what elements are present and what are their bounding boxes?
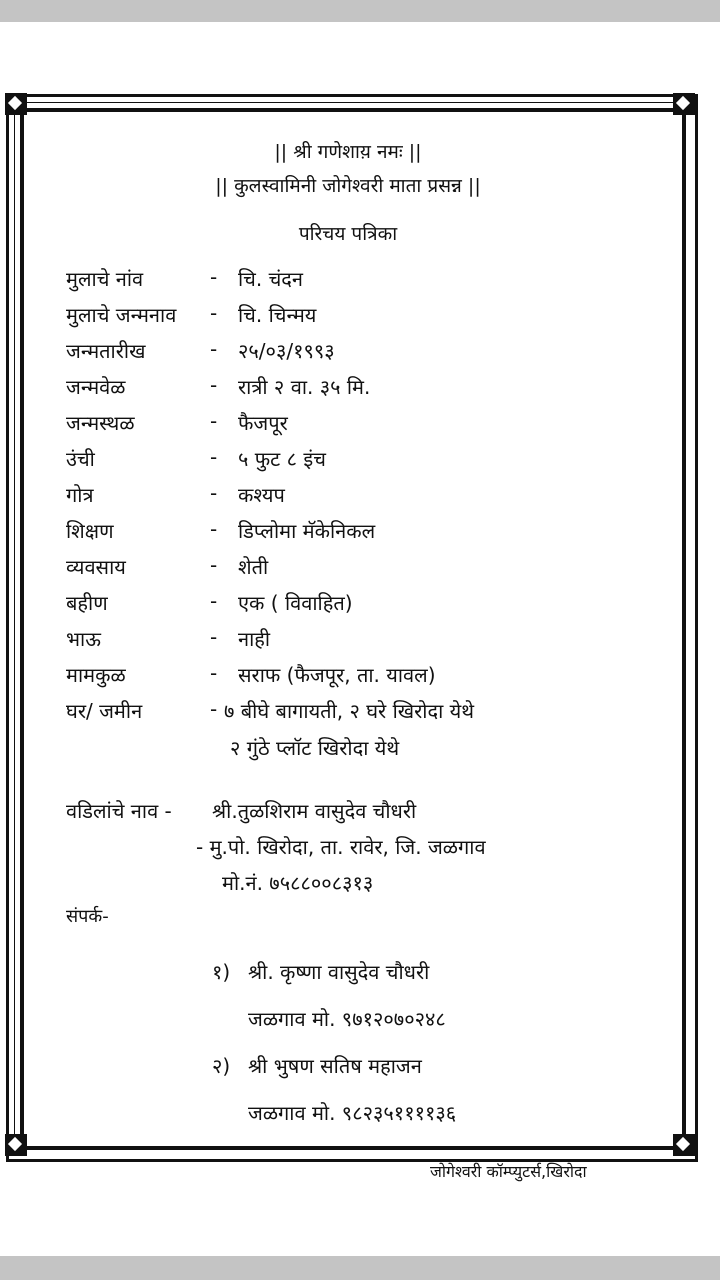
- field-separator: -: [210, 265, 218, 289]
- contact-detail: जळगाव मो. ९८२३५११११३६: [248, 1101, 457, 1125]
- field-value: शेती: [238, 555, 269, 579]
- bottom-nav-bar: [0, 1256, 720, 1280]
- contact-name: श्री. कृष्णा वासुदेव चौधरी: [248, 960, 430, 984]
- contact-label: संपर्क-: [66, 906, 109, 927]
- field-value: रात्री २ वा. ३५ मि.: [238, 375, 371, 399]
- corner-ornament-icon: [5, 1134, 27, 1156]
- father-label: वडिलांचे नाव -: [66, 799, 172, 823]
- contact-number: १): [212, 960, 231, 984]
- field-value: डिप्लोमा मॅकेनिकल: [238, 519, 376, 543]
- field-value: ५ फुट ८ इंच: [238, 447, 326, 471]
- deity-line: || कुलस्वामिनी जोगेश्वरी माता प्रसन्न ||: [215, 175, 481, 197]
- field-value: चि. चिन्मय: [238, 303, 317, 327]
- field-label: व्यवसाय: [66, 555, 126, 579]
- corner-ornament-icon: [5, 93, 27, 115]
- corner-ornament-icon: [673, 1134, 695, 1156]
- field-separator: -: [210, 445, 218, 469]
- field-label: जन्मवेळ: [66, 375, 126, 399]
- invocation-line: || श्री गणेशाय़ नमः ||: [274, 141, 422, 163]
- field-value: फैजपूर: [238, 411, 288, 435]
- field-label: बहीण: [66, 591, 108, 615]
- contact-number: २): [212, 1054, 231, 1078]
- field-separator: -: [210, 409, 218, 433]
- field-separator: -: [210, 373, 218, 397]
- field-value: कश्यप: [238, 483, 285, 507]
- top-status-bar: [0, 0, 720, 22]
- field-value: २५/०३/१९९३: [238, 339, 335, 363]
- field-separator: -: [210, 553, 218, 577]
- field-label: जन्मतारीख: [66, 339, 146, 363]
- contact-detail: जळगाव मो. ९७१२०७०२४८: [248, 1007, 446, 1031]
- father-address: - मु.पो. खिरोदा, ता. रावेर, जि. जळगाव: [196, 835, 486, 859]
- field-value: एक ( विवाहित): [238, 591, 353, 615]
- field-separator: -: [210, 301, 218, 325]
- field-separator: -: [210, 697, 218, 721]
- field-label: मुलाचे जन्मनाव: [66, 303, 177, 327]
- field-label: घर/ जमीन: [66, 699, 143, 723]
- field-separator: -: [210, 337, 218, 361]
- field-separator: -: [210, 481, 218, 505]
- father-mobile: मो.नं. ७५८८००८३१३: [222, 871, 374, 895]
- field-label: जन्मस्थळ: [66, 411, 135, 435]
- field-separator: -: [210, 661, 218, 685]
- field-separator: -: [210, 625, 218, 649]
- field-value: नाही: [238, 627, 271, 651]
- corner-ornament-icon: [673, 93, 695, 115]
- field-label: उंची: [66, 447, 95, 471]
- field-separator: -: [210, 589, 218, 613]
- printer-credit: जोगेश्वरी कॉम्प्युटर्स,खिरोदा: [430, 1162, 587, 1181]
- field-label: मामकुळ: [66, 663, 126, 687]
- field-label: मुलाचे नांव: [66, 267, 144, 291]
- field-label: गोत्र: [66, 483, 94, 507]
- father-name: श्री.तुळशिराम वासुदेव चौधरी: [212, 799, 417, 823]
- field-label: शिक्षण: [66, 519, 114, 543]
- field-value: ७ बीघे बागायती, २ घरे खिरोदा येथे: [224, 699, 475, 723]
- field-value: सराफ (फैजपूर, ता. यावल): [238, 663, 436, 687]
- contact-name: श्री भुषण सतिष महाजन: [248, 1054, 422, 1078]
- document-title: परिचय पत्रिका: [298, 223, 398, 245]
- field-separator: -: [210, 517, 218, 541]
- land-extra-value: २ गुंठे प्लॉट खिरोदा येथे: [230, 736, 400, 760]
- field-value: चि. चंदन: [238, 267, 304, 291]
- field-label: भाऊ: [66, 627, 101, 651]
